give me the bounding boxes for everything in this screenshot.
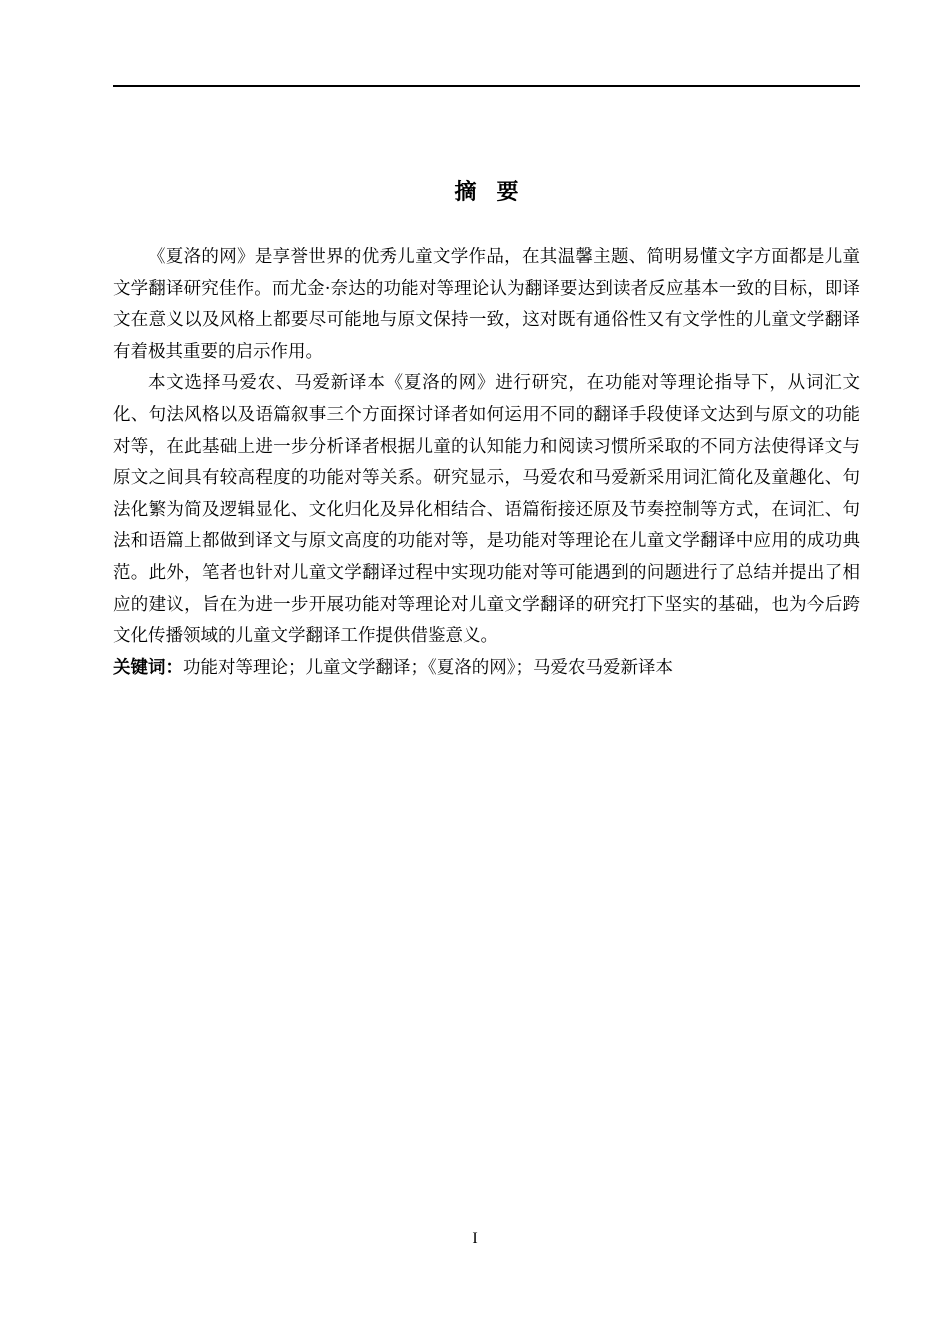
keywords-line bbox=[113, 653, 860, 685]
abstract-body bbox=[113, 242, 860, 684]
keywords-label: 关键词： bbox=[113, 657, 183, 678]
abstract-paragraph-2: 本文选择马爱农、马爱新译本《夏洛的网》进行研究，在功能对等理论指导下，从词汇文化、句法风格以及语篇叙事三个方面探讨译者如何运用不同的翻译手段使译文达到与原文的功能对等，在此基础上进一步分析译者根据儿童的认知能力和阅读习惯所采取的不同方法使得译文与原文之间具有较高程度的功能对等关系。研究显示，马爱农和马爱新采用词汇简化及童趣化、句法化繁为简及逻辑显化、文化归化及异化相结合、语篇衔接还原及节奏控制等方式，在词汇、句法和语篇上都做到译文与原文高度的功能对等，是功能对等理论在儿童文学翻译中应用的成功典范。此外，笔者也针对儿童文学翻译过程中实现功能对等可能遇到的问题进行了总结并提出了相应的建议，旨在为进一步开展功能对等理论对儿童文学翻译的研究打下坚实的基础，也为今后跨文化传播领域的儿童文学翻译工作提供借鉴意义。 bbox=[113, 373, 860, 647]
keywords-list: 功能对等理论；儿童文学翻译；《夏洛的网》；马爱农马爱新译本 bbox=[183, 657, 673, 678]
abstract-paragraph-1: 《夏洛的网》是享誉世界的优秀儿童文学作品，在其温馨主题、简明易懂文字方面都是儿童文学翻译研究佳作。而尤金·奈达的功能对等理论认为翻译要达到读者反应基本一致的目标，即译文在意义以及风格上都要尽可能地与原文保持一致，这对既有通俗性又有文学性的儿童文学翻译有着极其重要的启示作用。 bbox=[113, 247, 860, 362]
page-number: I bbox=[472, 1230, 478, 1247]
header-rule bbox=[113, 85, 860, 87]
abstract-title: 摘要 bbox=[454, 180, 539, 205]
